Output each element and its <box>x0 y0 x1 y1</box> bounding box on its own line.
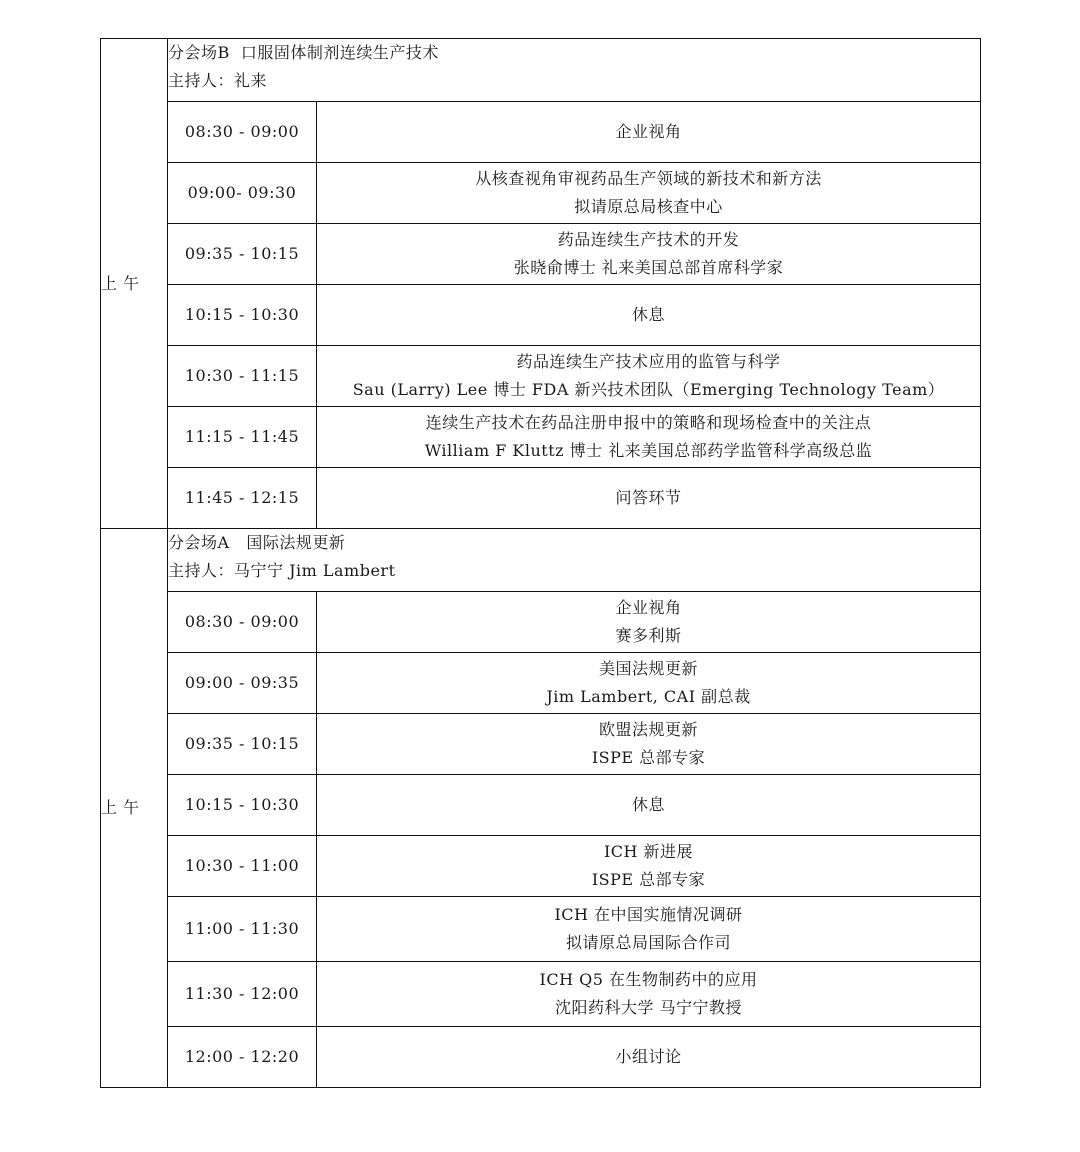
session-title: 分会场B 口服固体制剂连续生产技术 <box>168 43 439 62</box>
table-row <box>101 653 981 714</box>
agenda-content <box>317 102 981 163</box>
period-label: 上 午 <box>101 529 168 1088</box>
table-row <box>101 285 981 346</box>
time-slot: 11:15 - 11:45 <box>168 407 317 468</box>
time-slot: 10:15 - 10:30 <box>168 285 317 346</box>
agenda-topic: 美国法规更新 <box>598 659 698 678</box>
agenda-content <box>317 897 981 962</box>
agenda-topic: 企业视角 <box>615 598 682 617</box>
time-slot: 10:30 - 11:15 <box>168 346 317 407</box>
schedule-body <box>101 39 981 1088</box>
agenda-speaker: ISPE 总部专家 <box>591 870 706 889</box>
agenda-content <box>317 836 981 897</box>
time-slot: 08:30 - 09:00 <box>168 102 317 163</box>
agenda-topic: 小组讨论 <box>615 1047 682 1066</box>
session-header <box>168 529 981 592</box>
session-header <box>168 39 981 102</box>
agenda-topic: 药品连续生产技术的开发 <box>557 230 740 249</box>
agenda-speaker: 赛多利斯 <box>615 626 682 645</box>
time-slot: 12:00 - 12:20 <box>168 1027 317 1088</box>
agenda-content <box>317 224 981 285</box>
table-row <box>101 897 981 962</box>
agenda-topic: ICH 新进展 <box>603 842 694 861</box>
table-row <box>101 468 981 529</box>
agenda-topic: 欧盟法规更新 <box>598 720 698 739</box>
time-slot: 11:30 - 12:00 <box>168 962 317 1027</box>
session-header-row <box>101 39 981 102</box>
time-slot: 09:00- 09:30 <box>168 163 317 224</box>
schedule-table <box>100 38 981 1088</box>
table-row <box>101 224 981 285</box>
table-row <box>101 102 981 163</box>
agenda-speaker: 张晓俞博士 礼来美国总部首席科学家 <box>513 258 784 277</box>
session-host: 主持人：马宁宁 Jim Lambert <box>168 561 396 580</box>
agenda-content <box>317 468 981 529</box>
agenda-speaker: ISPE 总部专家 <box>591 748 706 767</box>
session-header-row <box>101 529 981 592</box>
table-row <box>101 714 981 775</box>
agenda-topic: ICH Q5 在生物制药中的应用 <box>539 970 758 989</box>
time-slot: 09:35 - 10:15 <box>168 714 317 775</box>
table-row <box>101 163 981 224</box>
session-host: 主持人：礼来 <box>168 71 268 90</box>
table-row <box>101 836 981 897</box>
agenda-speaker: 沈阳药科大学 马宁宁教授 <box>554 998 743 1017</box>
table-row <box>101 592 981 653</box>
agenda-topic: 问答环节 <box>615 488 682 507</box>
agenda-content <box>317 714 981 775</box>
agenda-content <box>317 163 981 224</box>
agenda-topic: 从核查视角审视药品生产领域的新技术和新方法 <box>475 169 822 188</box>
agenda-topic: ICH 在中国实施情况调研 <box>554 905 743 924</box>
agenda-content <box>317 962 981 1027</box>
agenda-topic: 企业视角 <box>615 122 682 141</box>
agenda-speaker: 拟请原总局核查中心 <box>574 197 723 216</box>
agenda-content <box>317 407 981 468</box>
agenda-topic: 连续生产技术在药品注册申报中的策略和现场检查中的关注点 <box>425 413 872 432</box>
agenda-content <box>317 653 981 714</box>
agenda-speaker: 拟请原总局国际合作司 <box>565 933 731 952</box>
session-title: 分会场A 国际法规更新 <box>168 533 346 552</box>
agenda-topic: 药品连续生产技术应用的监管与科学 <box>516 352 781 371</box>
agenda-content <box>317 775 981 836</box>
agenda-topic: 休息 <box>631 795 665 814</box>
agenda-content <box>317 346 981 407</box>
time-slot: 09:35 - 10:15 <box>168 224 317 285</box>
agenda-content <box>317 592 981 653</box>
agenda-speaker: Sau (Larry) Lee 博士 FDA 新兴技术团队（Emerging Technology Team） <box>352 380 945 399</box>
time-slot: 10:30 - 11:00 <box>168 836 317 897</box>
period-label: 上 午 <box>101 39 168 529</box>
table-row <box>101 775 981 836</box>
table-row <box>101 962 981 1027</box>
time-slot: 11:00 - 11:30 <box>168 897 317 962</box>
table-row <box>101 346 981 407</box>
table-row <box>101 407 981 468</box>
agenda-content <box>317 285 981 346</box>
agenda-speaker: Jim Lambert, CAI 副总裁 <box>546 687 751 706</box>
table-row <box>101 1027 981 1088</box>
agenda-speaker: William F Kluttz 博士 礼来美国总部药学监管科学高级总监 <box>424 441 873 460</box>
time-slot: 11:45 - 12:15 <box>168 468 317 529</box>
time-slot: 10:15 - 10:30 <box>168 775 317 836</box>
agenda-content <box>317 1027 981 1088</box>
time-slot: 09:00 - 09:35 <box>168 653 317 714</box>
time-slot: 08:30 - 09:00 <box>168 592 317 653</box>
agenda-topic: 休息 <box>631 305 665 324</box>
